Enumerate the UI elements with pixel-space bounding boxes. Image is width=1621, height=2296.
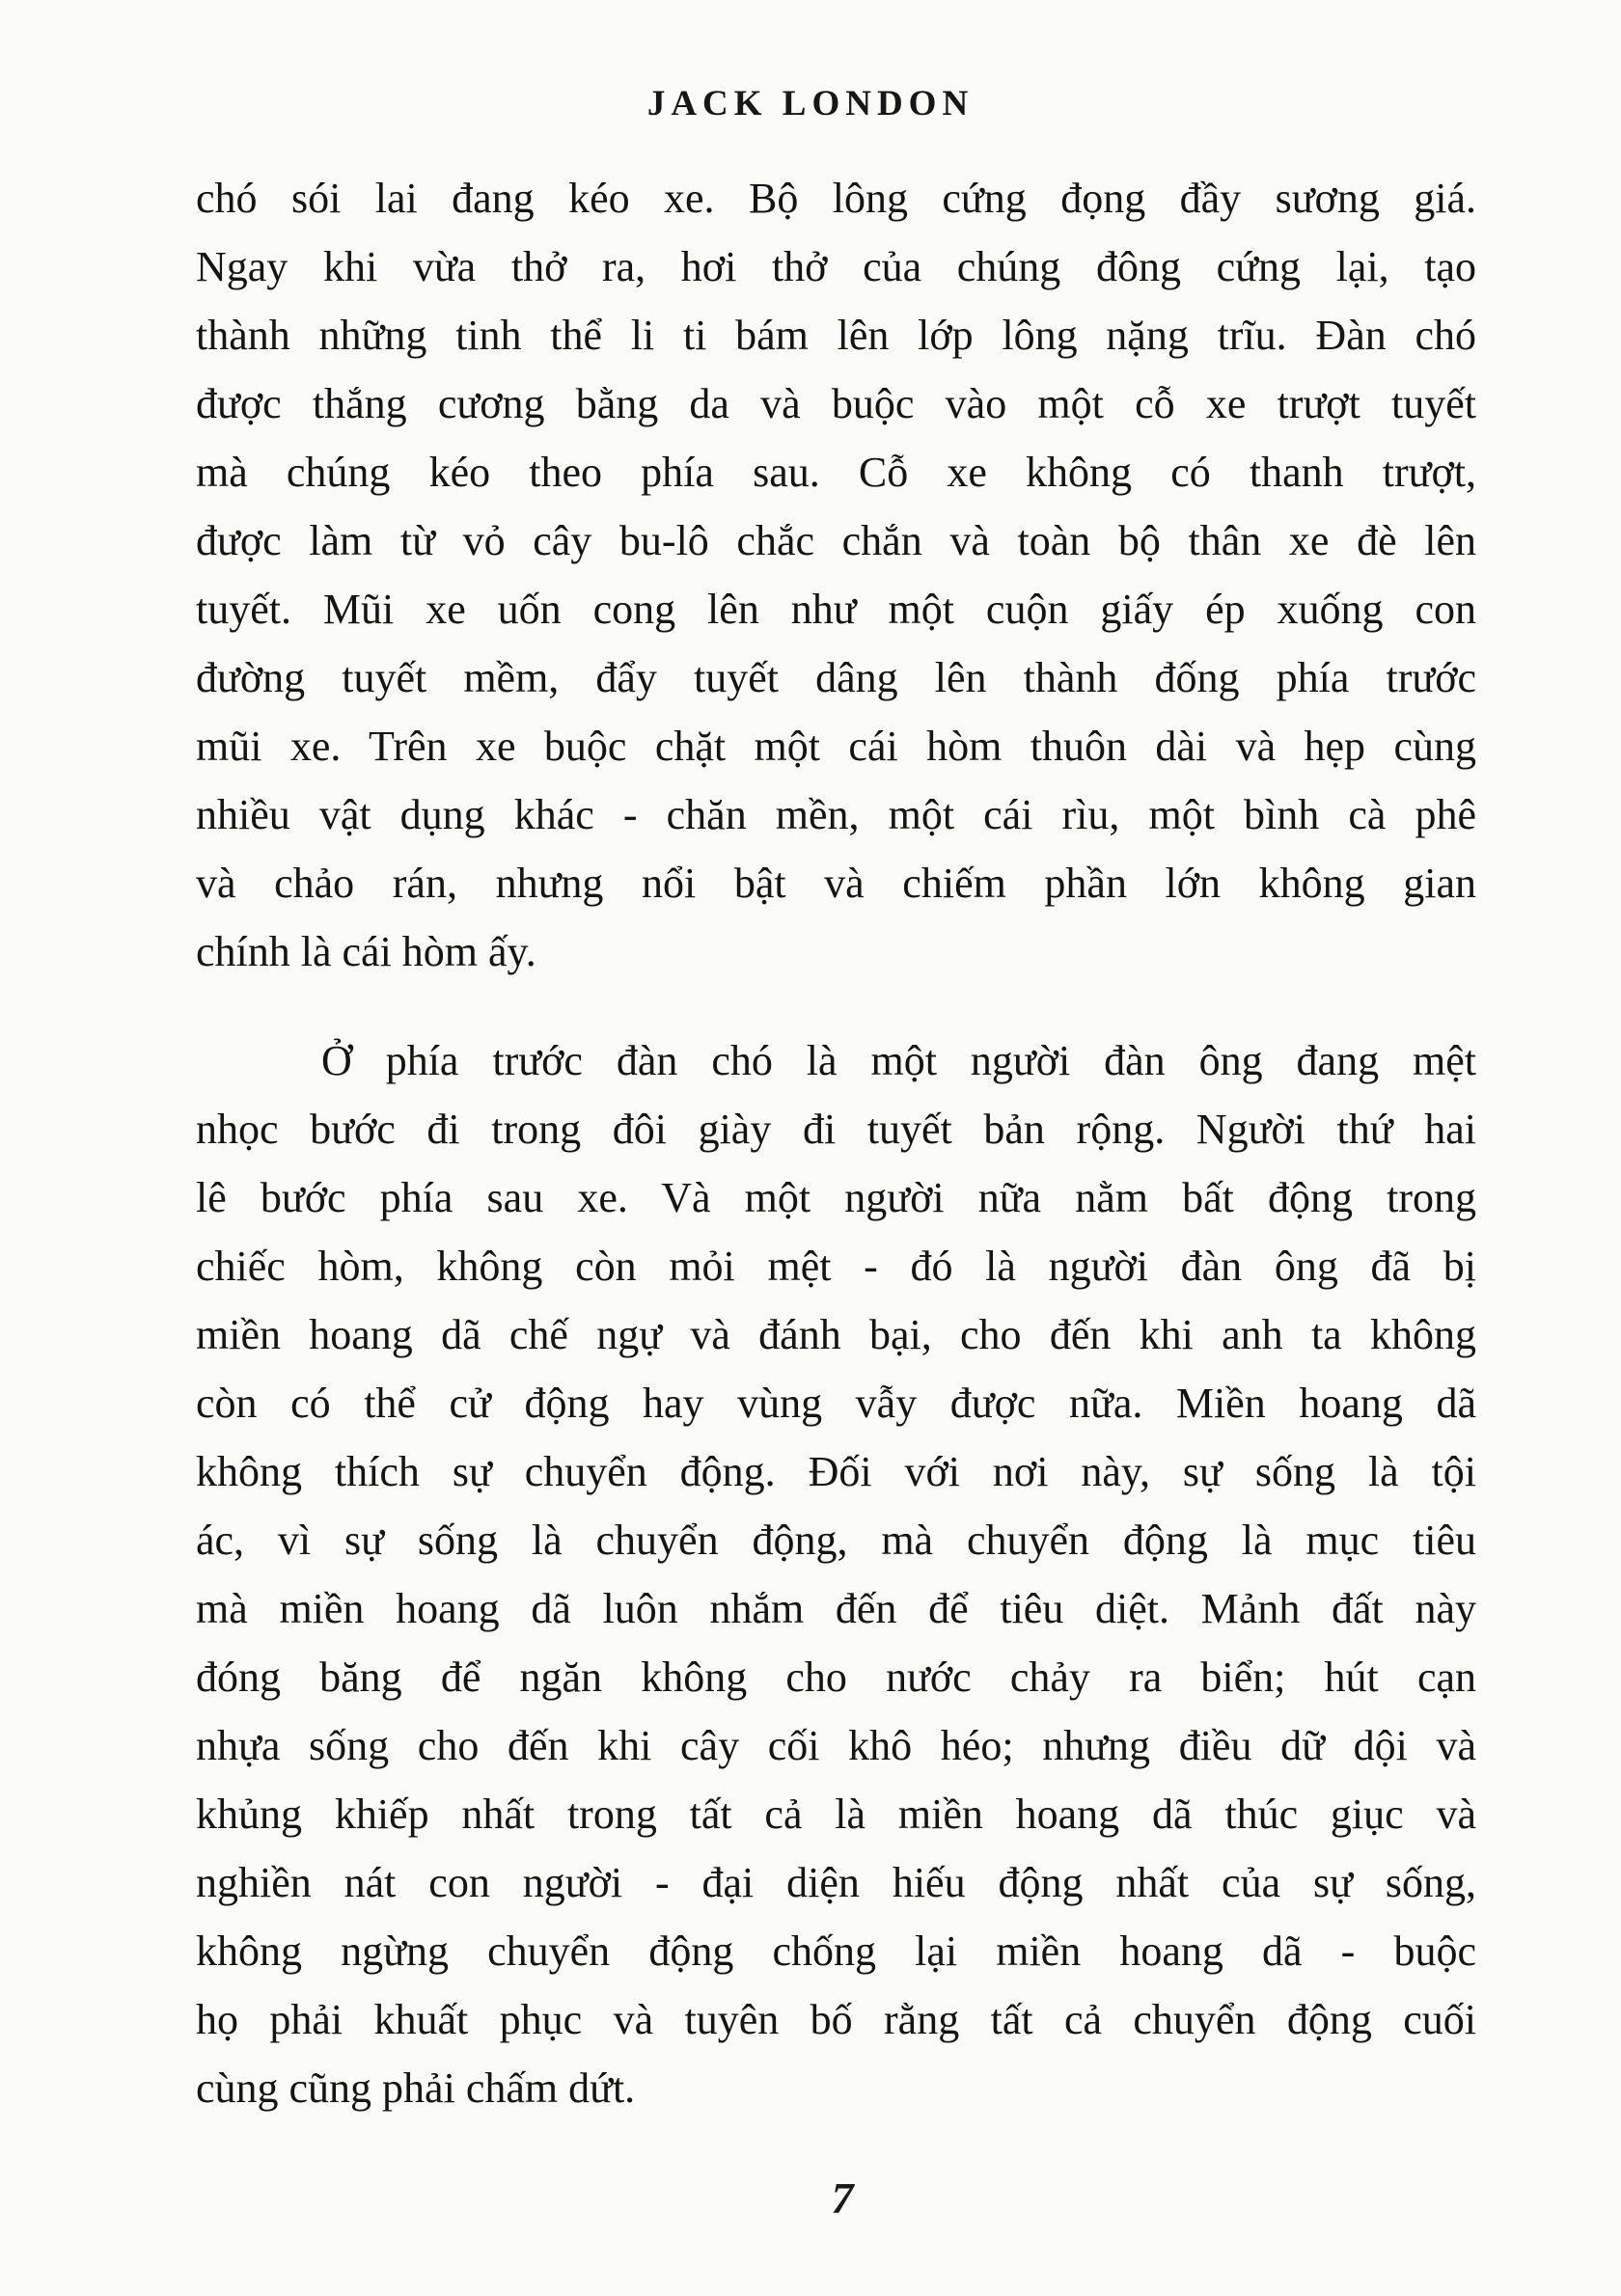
text-line: nghiền nát con người - đại diện hiếu động nhất của sự sống,: [196, 1859, 1476, 1906]
text-line: mũi xe. Trên xe buộc chặt một cái hòm thuôn dài và hẹp cùng: [196, 723, 1476, 770]
text-line: còn có thể cử động hay vùng vẫy được nữa. Miền hoang dã: [196, 1380, 1476, 1427]
text-line: họ phải khuất phục và tuyên bố rằng tất cả chuyển động cuối: [196, 1996, 1476, 2043]
text-line: khủng khiếp nhất trong tất cả là miền hoang dã thúc giục và: [196, 1790, 1476, 1838]
text-line: chó sói lai đang kéo xe. Bộ lông cứng đọng đầy sương giá.: [196, 175, 1476, 222]
text-line: ác, vì sự sống là chuyển động, mà chuyển động là mục tiêu: [196, 1517, 1476, 1564]
text-line: tuyết. Mũi xe uốn cong lên như một cuộn giấy ép xuống con: [196, 586, 1476, 633]
text-line: nhọc bước đi trong đôi giày đi tuyết bản rộng. Người thứ hai: [196, 1106, 1476, 1153]
text-line: lê bước phía sau xe. Và một người nữa nằm bất động trong: [196, 1174, 1476, 1221]
paragraph: [196, 1026, 1476, 2122]
text-line: chính là cái hòm ấy.: [196, 928, 536, 975]
text-line: nhựa sống cho đến khi cây cối khô héo; nhưng điều dữ dội và: [196, 1722, 1476, 1769]
text-line: cùng cũng phải chấm dứt.: [196, 2064, 636, 2112]
page-number: 7: [831, 2173, 854, 2223]
text-line: Ngay khi vừa thở ra, hơi thở của chúng đông cứng lại, tạo: [196, 243, 1476, 290]
text-line: đóng băng để ngăn không cho nước chảy ra biển; hút cạn: [196, 1654, 1476, 1701]
paragraph: [196, 164, 1476, 986]
running-header: JACK LONDON: [646, 84, 975, 123]
text-line: mà miền hoang dã luôn nhắm đến để tiêu diệt. Mảnh đất này: [196, 1585, 1476, 1632]
text-line: và chảo rán, nhưng nổi bật và chiếm phần lớn không gian: [196, 860, 1476, 907]
text-line: đường tuyết mềm, đẩy tuyết dâng lên thành đống phía trước: [196, 654, 1476, 701]
text-line: nhiều vật dụng khác - chăn mền, một cái rìu, một bình cà phê: [196, 791, 1476, 838]
text-line: chiếc hòm, không còn mỏi mệt - đó là người đàn ông đã bị: [196, 1243, 1476, 1290]
text-line: không ngừng chuyển động chống lại miền hoang dã - buộc: [196, 1927, 1476, 1975]
text-line: được làm từ vỏ cây bu-lô chắc chắn và toàn bộ thân xe đè lên: [196, 517, 1476, 564]
text-line: Ở phía trước đàn chó là một người đàn ông đang mệt: [321, 1037, 1476, 1084]
text-line: miền hoang dã chế ngự và đánh bại, cho đến khi anh ta không: [196, 1311, 1476, 1358]
text-line: được thắng cương bằng da và buộc vào một cỗ xe trượt tuyết: [196, 380, 1476, 427]
text-block: [196, 164, 1476, 2122]
text-line: không thích sự chuyển động. Đối với nơi này, sự sống là tội: [196, 1448, 1476, 1495]
text-line: thành những tinh thể li ti bám lên lớp lông nặng trĩu. Đàn chó: [196, 312, 1476, 359]
text-line: mà chúng kéo theo phía sau. Cỗ xe không có thanh trượt,: [196, 449, 1476, 496]
